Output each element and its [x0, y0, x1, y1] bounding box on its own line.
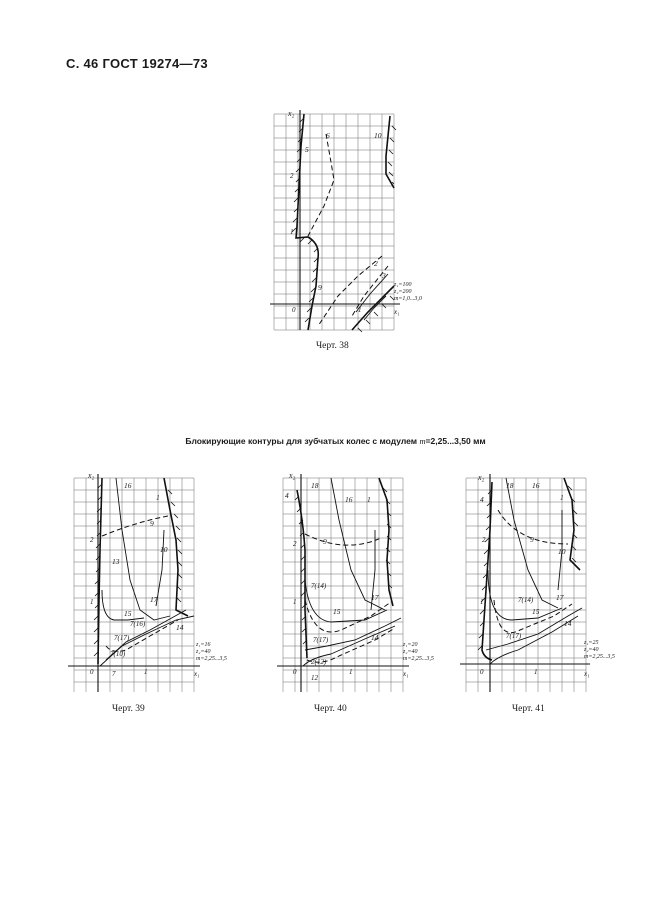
x-tick-1: 1	[144, 668, 148, 676]
axes	[270, 110, 400, 330]
curve-label-12: 12	[311, 674, 318, 682]
curve-label-15: 15	[124, 609, 132, 618]
y-tick-1: 1	[90, 598, 94, 606]
boundary-curves	[482, 478, 580, 660]
curve-label-16: 16	[124, 481, 132, 490]
curve-label-5: 3	[382, 271, 386, 280]
solid-thin-curves	[486, 478, 582, 664]
curve-label-9: 9	[323, 537, 327, 546]
y-tick-1: 1	[293, 598, 297, 606]
x-tick-1: 1	[349, 668, 353, 676]
caption-38: Черт. 38	[316, 341, 349, 351]
curve-label-13: 13	[112, 557, 120, 566]
boundary-curves	[297, 478, 393, 658]
curve-label-7-17: 7(17)	[313, 636, 329, 644]
param-z2: z₂=40	[584, 647, 599, 653]
curve-label-15: 15	[333, 607, 341, 616]
curve-label-17: 17	[556, 593, 564, 602]
param-z2: z₂=40	[196, 649, 211, 655]
curve-label-4: 4	[480, 495, 484, 504]
param-m: m=2,25...3,5	[403, 656, 434, 662]
curve-label-2-12: 2(12)	[311, 658, 327, 666]
origin-label: 0	[292, 306, 296, 314]
curve-label-17: 17	[150, 595, 158, 604]
y-axis-label: x₂	[478, 473, 485, 482]
curve-label-10: 10	[558, 547, 566, 556]
curve-label-7-14: 7(14)	[311, 582, 327, 590]
grid	[74, 478, 194, 692]
section-title: Блокирующие контуры для зубчатых колес с модулем m=2,25...3,50 мм	[185, 436, 486, 446]
axes	[460, 474, 590, 692]
figure-40	[275, 470, 434, 696]
dashed-curves	[102, 516, 178, 651]
curve-label-7: 6	[326, 131, 330, 140]
curve-label-7-10: 7(10)	[110, 650, 126, 658]
curve-label-9: 9	[150, 519, 154, 528]
curve-label-18: 18	[311, 481, 319, 490]
param-z1: z₁=16	[196, 642, 211, 648]
curve-label-7: 7	[112, 670, 116, 678]
origin-label: 0	[480, 668, 484, 676]
caption-41: Черт. 41	[512, 704, 545, 714]
grid	[274, 114, 394, 330]
curve-label-7-16: 7(16)	[130, 620, 146, 628]
x-tick-1: 1	[534, 668, 538, 676]
hatching	[94, 484, 182, 656]
param-z2: z₂=200	[394, 289, 412, 295]
figure-39	[66, 470, 227, 696]
y-tick-2: 2	[293, 540, 297, 548]
curve-label-1: 1	[367, 495, 371, 504]
y-tick-2: 2	[290, 172, 294, 180]
curve-label-15: 15	[532, 607, 540, 616]
x-tick-1: 1	[358, 306, 362, 314]
param-z1: z₁=25	[584, 640, 599, 646]
page-header: С. 46 ГОСТ 19274—73	[66, 56, 208, 71]
origin-label: 0	[293, 668, 297, 676]
figure-38	[268, 106, 422, 334]
x-axis-label: x₁	[394, 308, 400, 316]
curve-label-2: 2	[374, 259, 378, 268]
x-axis-label: x₁	[403, 670, 409, 678]
origin-label: 0	[90, 668, 94, 676]
y-tick-1: 1	[480, 598, 484, 606]
caption-39: Черт. 39	[112, 704, 145, 714]
param-m: m=2,25...3,5	[196, 656, 227, 662]
param-m: m=1,0...3,0	[394, 296, 422, 302]
y-axis-label: x₂	[88, 471, 95, 480]
curve-label-7-17: 7(17)	[506, 632, 522, 640]
curve-label-6: 5	[305, 145, 309, 154]
curve-label-16: 16	[345, 495, 353, 504]
x-axis-label: x₁	[584, 670, 590, 678]
curve-label-1: 1	[156, 493, 160, 502]
curve-label-14: 14	[176, 623, 184, 632]
y-axis-label: x₂	[289, 471, 296, 480]
dashed-curves	[308, 134, 388, 326]
curve-label-9: 9	[318, 283, 322, 292]
curve-label-1: 1	[560, 493, 564, 502]
param-z1: z₁=100	[394, 282, 412, 288]
y-tick-1: 1	[290, 228, 294, 236]
hatching	[295, 488, 392, 644]
curve-label-10: 10	[160, 545, 168, 554]
grid	[466, 478, 586, 692]
param-z1: z₁=20	[403, 642, 418, 648]
figure-41	[458, 470, 615, 696]
curve-label-9: 9	[530, 535, 534, 544]
caption-40: Черт. 40	[314, 704, 347, 714]
x-axis-label: x₁	[194, 670, 200, 678]
param-z2: z₂=40	[403, 649, 418, 655]
y-axis-label: x₂	[288, 109, 295, 118]
param-m: m=2,25...3,5	[584, 654, 615, 660]
curve-label-7-17: 7(17)	[114, 634, 130, 642]
curve-label-14: 14	[564, 619, 572, 628]
curve-label-7-14: 7(14)	[518, 596, 534, 604]
curve-label-4: 4	[285, 491, 289, 500]
curve-label-18: 18	[506, 481, 514, 490]
y-tick-2: 2	[482, 536, 486, 544]
curve-label-17: 17	[371, 593, 379, 602]
y-tick-2: 2	[90, 536, 94, 544]
curve-label-16: 16	[532, 481, 540, 490]
curve-label-14: 14	[371, 633, 379, 642]
curve-label-10: 10	[374, 131, 382, 140]
